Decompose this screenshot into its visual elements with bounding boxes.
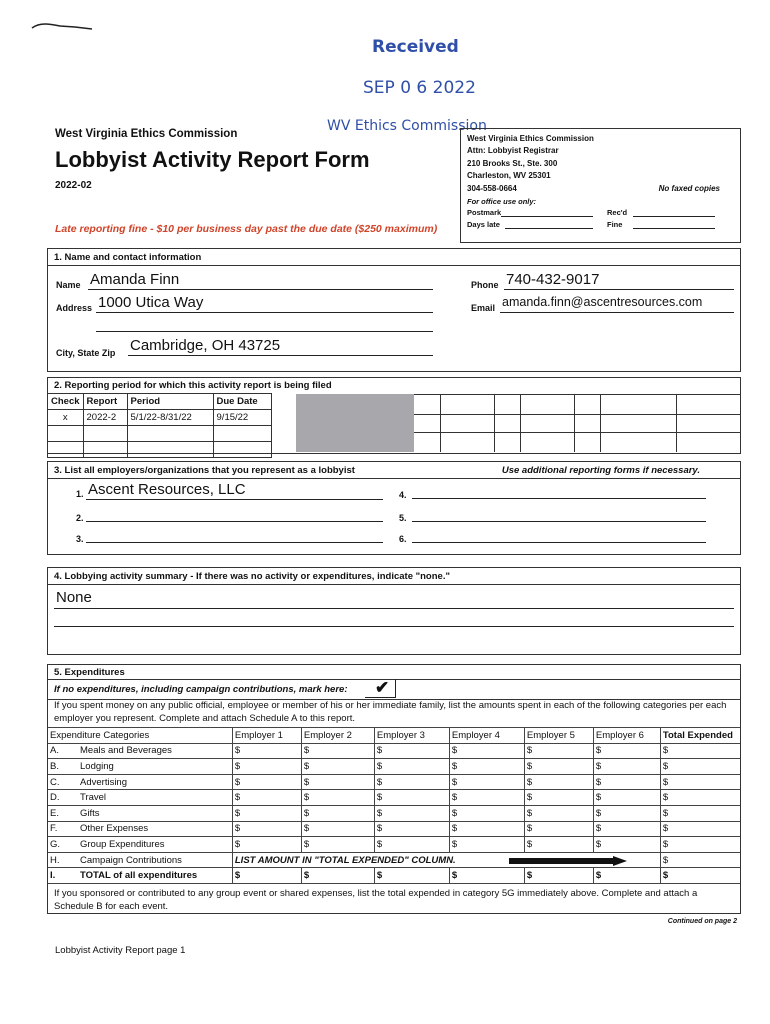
name-label: Name bbox=[56, 280, 81, 290]
period-code: 2022-02 bbox=[55, 180, 92, 191]
table-row bbox=[48, 759, 740, 775]
expenditure-instructions: If you spent money on any public official, employee or member of his or her immediate family, list the amounts spent in each of the following categories per each employer you represent. Complete and attach Schedule A to this report. bbox=[54, 700, 727, 724]
amount-cell[interactable]: $ bbox=[301, 743, 374, 759]
amount-cell[interactable]: $ bbox=[449, 743, 524, 759]
city-value: Cambridge, OH 43725 bbox=[130, 337, 281, 354]
due-date-cell bbox=[213, 426, 271, 442]
amount-cell[interactable]: $ bbox=[593, 774, 660, 790]
period-cell bbox=[127, 442, 213, 458]
amount-cell[interactable]: $ bbox=[374, 805, 449, 821]
check-mark-icon: ✔ bbox=[375, 678, 390, 697]
address-field[interactable] bbox=[96, 292, 433, 313]
total-cell[interactable]: $ bbox=[660, 852, 740, 868]
category-letter: G. bbox=[48, 837, 78, 853]
total-cell[interactable]: $ bbox=[660, 790, 740, 806]
group-expense-note: If you sponsored or contributed to any group event or shared expenses, list the total expended in category 5G immediately above. Complete and attach a Schedule B for each event. bbox=[54, 888, 698, 912]
category-letter: D. bbox=[48, 790, 78, 806]
no-expenditures-checkbox[interactable] bbox=[365, 679, 396, 698]
col-employer-5: Employer 5 bbox=[524, 728, 593, 744]
amount-cell[interactable]: $ bbox=[524, 868, 593, 884]
late-fine-notice: Late reporting fine - $10 per business day past the due date ($250 maximum) bbox=[55, 223, 438, 235]
col-employer-4: Employer 4 bbox=[449, 728, 524, 744]
category-name: Advertising bbox=[78, 774, 232, 790]
check-cell[interactable]: x bbox=[48, 410, 84, 426]
amount-cell[interactable]: $ bbox=[301, 759, 374, 775]
amount-cell[interactable]: $ bbox=[374, 868, 449, 884]
employer-number: 5. bbox=[399, 513, 407, 523]
campaign-note-cell bbox=[232, 852, 660, 868]
section-3-employers bbox=[47, 461, 741, 555]
office-use-label: For office use only: bbox=[467, 197, 537, 206]
col-employer-6: Employer 6 bbox=[593, 728, 660, 744]
col-check: Check bbox=[48, 394, 84, 410]
address-line: Attn: Lobbyist Registrar bbox=[467, 146, 559, 156]
table-row bbox=[48, 790, 740, 806]
section-1-contact bbox=[47, 248, 741, 372]
amount-cell[interactable]: $ bbox=[449, 821, 524, 837]
amount-cell[interactable]: $ bbox=[374, 774, 449, 790]
report-cell bbox=[83, 426, 127, 442]
employer-number: 4. bbox=[399, 490, 407, 500]
recd-label: Rec'd bbox=[607, 208, 628, 217]
activity-summary-line[interactable] bbox=[54, 626, 734, 627]
col-employer-3: Employer 3 bbox=[374, 728, 449, 744]
col-report: Report bbox=[83, 394, 127, 410]
section-5-heading: 5. Expenditures bbox=[54, 667, 125, 678]
amount-cell[interactable]: $ bbox=[374, 759, 449, 775]
name-field[interactable] bbox=[88, 269, 433, 290]
total-cell[interactable]: $ bbox=[660, 759, 740, 775]
amount-cell[interactable]: $ bbox=[449, 837, 524, 853]
amount-cell[interactable]: $ bbox=[593, 743, 660, 759]
fine-field[interactable] bbox=[633, 228, 715, 229]
fine-label: Fine bbox=[607, 220, 623, 229]
amount-cell[interactable]: $ bbox=[524, 743, 593, 759]
due-date-cell: 9/15/22 bbox=[213, 410, 271, 426]
employer-1-value: Ascent Resources, LLC bbox=[88, 481, 246, 498]
amount-cell[interactable]: $ bbox=[593, 790, 660, 806]
col-categories: Expenditure Categories bbox=[48, 728, 232, 744]
employer-2-field[interactable] bbox=[86, 508, 383, 522]
amount-cell[interactable]: $ bbox=[301, 868, 374, 884]
total-cell[interactable]: $ bbox=[660, 774, 740, 790]
commission-stamp: WV Ethics Commission bbox=[327, 118, 487, 134]
table-row bbox=[48, 805, 740, 821]
activity-summary-value: None bbox=[56, 589, 92, 606]
category-name: Meals and Beverages bbox=[78, 743, 232, 759]
amount-cell[interactable]: $ bbox=[524, 821, 593, 837]
employer-3-field[interactable] bbox=[86, 529, 383, 543]
email-value: amanda.finn@ascentresources.com bbox=[502, 295, 703, 309]
category-letter: A. bbox=[48, 743, 78, 759]
section-4-heading: 4. Lobbying activity summary - If there was no activity or expenditures, indicate "none." bbox=[54, 571, 450, 582]
blank-period-grid bbox=[414, 394, 740, 452]
table-row bbox=[48, 426, 272, 442]
reporting-period-table bbox=[47, 393, 272, 458]
form-title: Lobbyist Activity Report Form bbox=[55, 147, 370, 172]
address-lines bbox=[467, 133, 594, 195]
section-4-activity-summary bbox=[47, 567, 741, 655]
campaign-note: LIST AMOUNT IN "TOTAL EXPENDED" COLUMN. bbox=[234, 854, 456, 866]
address-line: Charleston, WV 25301 bbox=[467, 171, 551, 181]
amount-cell[interactable]: $ bbox=[232, 743, 301, 759]
amount-cell[interactable]: $ bbox=[232, 759, 301, 775]
days-late-field[interactable] bbox=[505, 228, 593, 229]
table-row bbox=[48, 837, 740, 853]
employer-6-field[interactable] bbox=[412, 529, 706, 543]
mailing-address-box bbox=[460, 128, 741, 243]
table-header-row bbox=[48, 394, 272, 410]
total-cell[interactable]: $ bbox=[660, 868, 740, 884]
amount-cell[interactable]: $ bbox=[374, 743, 449, 759]
expenditures-table bbox=[48, 727, 740, 884]
category-letter: E. bbox=[48, 805, 78, 821]
continued-note: Continued on page 2 bbox=[667, 918, 737, 925]
total-cell[interactable]: $ bbox=[660, 805, 740, 821]
amount-cell[interactable]: $ bbox=[374, 790, 449, 806]
amount-cell[interactable]: $ bbox=[524, 774, 593, 790]
received-stamp: Received bbox=[372, 37, 459, 57]
table-row bbox=[48, 442, 272, 458]
redacted-block bbox=[296, 394, 414, 452]
amount-cell[interactable]: $ bbox=[449, 759, 524, 775]
amount-cell[interactable]: $ bbox=[449, 790, 524, 806]
period-cell: 5/1/22-8/31/22 bbox=[127, 410, 213, 426]
category-name: TOTAL of all expenditures bbox=[78, 868, 232, 884]
table-row bbox=[48, 743, 740, 759]
col-period: Period bbox=[127, 394, 213, 410]
phone-field[interactable] bbox=[504, 269, 734, 290]
category-letter: B. bbox=[48, 759, 78, 775]
amount-cell[interactable]: $ bbox=[301, 774, 374, 790]
no-faxed-copies: No faxed copies bbox=[658, 184, 720, 193]
table-row bbox=[48, 868, 740, 884]
amount-cell[interactable]: $ bbox=[232, 868, 301, 884]
employer-number: 6. bbox=[399, 534, 407, 544]
employer-number: 3. bbox=[76, 534, 84, 544]
category-name: Travel bbox=[78, 790, 232, 806]
activity-summary-field[interactable] bbox=[54, 588, 734, 609]
category-name: Group Expenditures bbox=[78, 837, 232, 853]
received-date-stamp: SEP 0 6 2022 bbox=[363, 78, 476, 98]
total-cell[interactable]: $ bbox=[660, 743, 740, 759]
amount-cell[interactable]: $ bbox=[593, 868, 660, 884]
days-late-label: Days late bbox=[467, 220, 500, 229]
amount-cell[interactable]: $ bbox=[524, 759, 593, 775]
report-cell: 2022-2 bbox=[83, 410, 127, 426]
table-row bbox=[48, 852, 740, 868]
section-5-expenditures bbox=[47, 664, 741, 914]
section-1-heading: 1. Name and contact information bbox=[54, 252, 202, 263]
phone-label: Phone bbox=[471, 280, 499, 290]
section-2-reporting-period bbox=[47, 377, 741, 454]
col-total: Total Expended bbox=[660, 728, 740, 744]
category-name: Gifts bbox=[78, 805, 232, 821]
address-line: 304-558-0664 bbox=[467, 183, 517, 193]
amount-cell[interactable]: $ bbox=[449, 868, 524, 884]
check-cell[interactable] bbox=[48, 442, 84, 458]
agency-name: West Virginia Ethics Commission bbox=[55, 128, 238, 140]
col-employer-1: Employer 1 bbox=[232, 728, 301, 744]
amount-cell[interactable]: $ bbox=[524, 790, 593, 806]
amount-cell[interactable]: $ bbox=[301, 821, 374, 837]
col-employer-2: Employer 2 bbox=[301, 728, 374, 744]
phone-value: 740-432-9017 bbox=[506, 271, 600, 288]
table-header-row bbox=[48, 728, 740, 744]
category-name: Other Expenses bbox=[78, 821, 232, 837]
amount-cell[interactable]: $ bbox=[232, 774, 301, 790]
table-row bbox=[48, 774, 740, 790]
amount-cell[interactable]: $ bbox=[232, 821, 301, 837]
city-label: City, State Zip bbox=[56, 348, 116, 358]
email-field[interactable] bbox=[500, 292, 734, 313]
amount-cell[interactable]: $ bbox=[374, 837, 449, 853]
address-line: 210 Brooks St., Ste. 300 bbox=[467, 158, 558, 168]
amount-cell[interactable]: $ bbox=[593, 805, 660, 821]
employer-number: 2. bbox=[76, 513, 84, 523]
check-cell[interactable] bbox=[48, 426, 84, 442]
amount-cell[interactable]: $ bbox=[301, 790, 374, 806]
additional-forms-note: Use additional reporting forms if necessary. bbox=[501, 465, 700, 476]
category-letter: I. bbox=[48, 868, 78, 884]
employer-4-field[interactable] bbox=[412, 484, 706, 499]
total-cell[interactable]: $ bbox=[660, 837, 740, 853]
period-cell bbox=[127, 426, 213, 442]
category-letter: H. bbox=[48, 852, 78, 868]
name-value: Amanda Finn bbox=[90, 271, 180, 288]
table-row bbox=[48, 410, 272, 426]
city-field[interactable] bbox=[128, 335, 433, 356]
amount-cell[interactable]: $ bbox=[301, 837, 374, 853]
category-name: Lodging bbox=[78, 759, 232, 775]
section-3-heading: 3. List all employers/organizations that you represent as a lobbyist bbox=[54, 465, 355, 476]
col-due-date: Due Date bbox=[213, 394, 271, 410]
category-letter: C. bbox=[48, 774, 78, 790]
address-line: West Virginia Ethics Commission bbox=[467, 134, 594, 143]
address-line-2-field[interactable] bbox=[96, 321, 433, 332]
amount-cell[interactable]: $ bbox=[593, 759, 660, 775]
category-letter: F. bbox=[48, 821, 78, 837]
report-cell bbox=[83, 442, 127, 458]
employer-number: 1. bbox=[76, 489, 84, 499]
category-name: Campaign Contributions bbox=[78, 852, 232, 868]
amount-cell[interactable]: $ bbox=[524, 805, 593, 821]
amount-cell[interactable]: $ bbox=[449, 805, 524, 821]
postmark-field[interactable] bbox=[501, 216, 593, 217]
employer-5-field[interactable] bbox=[412, 508, 706, 522]
page-label: Lobbyist Activity Report page 1 bbox=[55, 945, 186, 956]
amount-cell[interactable]: $ bbox=[593, 821, 660, 837]
amount-cell[interactable]: $ bbox=[301, 805, 374, 821]
amount-cell[interactable]: $ bbox=[232, 805, 301, 821]
arrow-right-icon bbox=[509, 856, 627, 866]
no-expenditures-label: If no expenditures, including campaign contributions, mark here: bbox=[54, 684, 348, 695]
amount-cell[interactable]: $ bbox=[374, 821, 449, 837]
email-label: Email bbox=[471, 303, 496, 313]
amount-cell[interactable]: $ bbox=[524, 837, 593, 853]
amount-cell[interactable]: $ bbox=[232, 837, 301, 853]
postmark-label: Postmark bbox=[467, 208, 502, 217]
employer-1-field[interactable] bbox=[86, 480, 383, 500]
due-date-cell bbox=[213, 442, 271, 458]
section-2-heading: 2. Reporting period for which this activity report is being filed bbox=[54, 380, 332, 391]
recd-field[interactable] bbox=[633, 216, 715, 217]
scan-scribble bbox=[30, 18, 100, 34]
table-row bbox=[48, 821, 740, 837]
address-value: 1000 Utica Way bbox=[98, 294, 204, 311]
amount-cell[interactable]: $ bbox=[449, 774, 524, 790]
amount-cell[interactable]: $ bbox=[593, 837, 660, 853]
total-cell[interactable]: $ bbox=[660, 821, 740, 837]
address-label: Address bbox=[56, 303, 93, 313]
amount-cell[interactable]: $ bbox=[232, 790, 301, 806]
